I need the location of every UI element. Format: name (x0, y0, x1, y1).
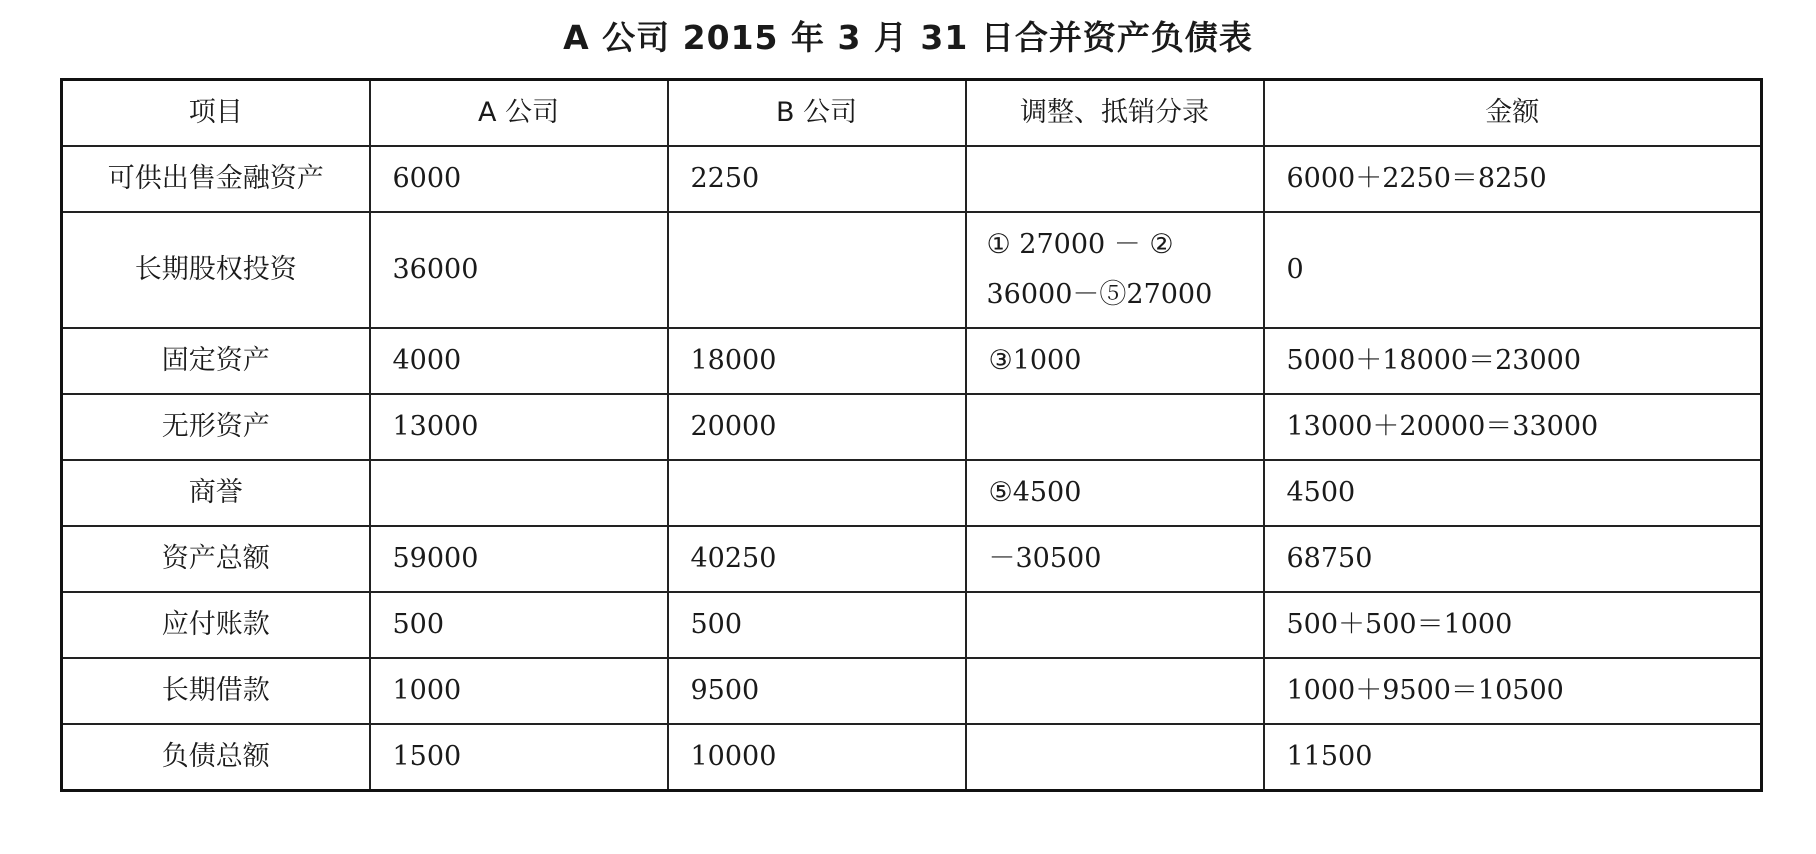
cell-adjustment: ⑤4500 (966, 460, 1264, 526)
adjustment-line-2: 36000－⑤27000 (986, 279, 1213, 310)
cell-company-a: 6000 (370, 146, 668, 212)
cell-company-b: 10000 (668, 724, 966, 790)
balance-sheet-table (60, 78, 1763, 792)
cell-amount: 6000＋2250＝8250 (1264, 146, 1762, 212)
table-row (62, 146, 1762, 212)
row-item-label: 可供出售金融资产 (62, 146, 370, 212)
table-row (62, 460, 1762, 526)
row-item-label: 长期股权投资 (62, 212, 370, 328)
row-item-label: 负债总额 (62, 724, 370, 790)
table-row (62, 328, 1762, 394)
cell-adjustment (966, 212, 1264, 328)
cell-company-a: 500 (370, 592, 668, 658)
cell-company-b: 500 (668, 592, 966, 658)
cell-adjustment (966, 658, 1264, 724)
row-item-label: 资产总额 (62, 526, 370, 592)
row-item-label: 无形资产 (62, 394, 370, 460)
table-row (62, 724, 1762, 790)
cell-adjustment (966, 394, 1264, 460)
row-item-label: 长期借款 (62, 658, 370, 724)
cell-company-a: 36000 (370, 212, 668, 328)
cell-amount: 68750 (1264, 526, 1762, 592)
cell-company-b: 40250 (668, 526, 966, 592)
cell-adjustment: ③1000 (966, 328, 1264, 394)
row-item-label: 固定资产 (62, 328, 370, 394)
cell-company-a (370, 460, 668, 526)
column-header-company-b: B 公司 (668, 80, 966, 147)
cell-company-b: 18000 (668, 328, 966, 394)
cell-amount: 1000＋9500＝10500 (1264, 658, 1762, 724)
cell-company-b: 20000 (668, 394, 966, 460)
cell-adjustment (966, 146, 1264, 212)
cell-company-b (668, 212, 966, 328)
cell-adjustment (966, 724, 1264, 790)
table-row (62, 526, 1762, 592)
adjustment-line-1: ① 27000 － ② (986, 229, 1174, 260)
table-row (62, 592, 1762, 658)
cell-amount: 13000＋20000＝33000 (1264, 394, 1762, 460)
column-header-adjustments: 调整、抵销分录 (966, 80, 1264, 147)
cell-company-b (668, 460, 966, 526)
cell-amount: 4500 (1264, 460, 1762, 526)
cell-company-a: 1000 (370, 658, 668, 724)
cell-amount: 500＋500＝1000 (1264, 592, 1762, 658)
cell-company-b: 9500 (668, 658, 966, 724)
cell-amount: 11500 (1264, 724, 1762, 790)
table-header-row (62, 80, 1762, 147)
cell-company-a: 1500 (370, 724, 668, 790)
column-header-amount: 金额 (1264, 80, 1762, 147)
cell-adjustment: －30500 (966, 526, 1264, 592)
table-row (62, 394, 1762, 460)
table-row (62, 212, 1762, 328)
row-item-label: 应付账款 (62, 592, 370, 658)
cell-company-a: 4000 (370, 328, 668, 394)
cell-amount: 5000＋18000＝23000 (1264, 328, 1762, 394)
cell-company-a: 59000 (370, 526, 668, 592)
cell-company-b: 2250 (668, 146, 966, 212)
column-header-company-a: A 公司 (370, 80, 668, 147)
table-row (62, 658, 1762, 724)
page-title: A 公司 2015 年 3 月 31 日合并资产负债表 (563, 18, 1253, 57)
row-item-label: 商誉 (62, 460, 370, 526)
cell-company-a: 13000 (370, 394, 668, 460)
cell-adjustment (966, 592, 1264, 658)
cell-amount: 0 (1264, 212, 1762, 328)
column-header-item: 项目 (62, 80, 370, 147)
